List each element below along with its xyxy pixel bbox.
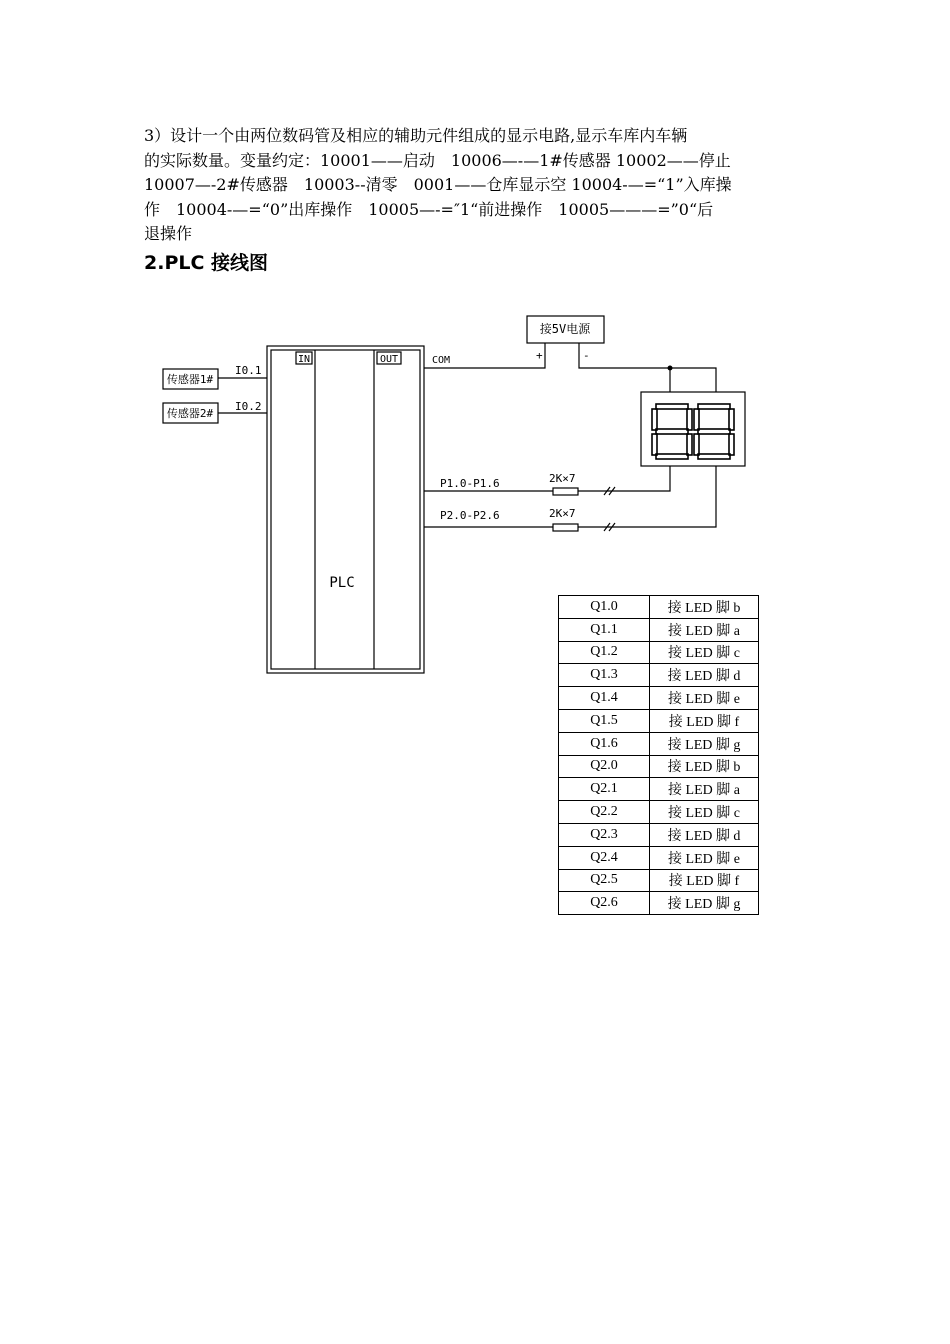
- table-row: [559, 618, 759, 641]
- table-row: [559, 687, 759, 710]
- port-cell: Q2.0: [559, 755, 650, 778]
- led-pin-cell: 接 LED 脚 b: [650, 596, 759, 619]
- paragraph-line: 3）设计一个由两位数码管及相应的辅助元件组成的显示电路,显示车库内车辆: [144, 126, 688, 145]
- resistor-1: [553, 488, 578, 495]
- table-row: [559, 596, 759, 619]
- led-pin-cell: 接 LED 脚 e: [650, 687, 759, 710]
- table-row: [559, 869, 759, 892]
- table-row: [559, 778, 759, 801]
- display-digits-graphic: [652, 404, 734, 459]
- port-cell: Q1.5: [559, 709, 650, 732]
- table-row: [559, 732, 759, 755]
- port-cell: Q1.2: [559, 641, 650, 664]
- pin-mapping-table: [558, 595, 759, 915]
- section-heading: 2.PLC 接线图: [144, 252, 269, 274]
- sensor1-label: 传感器1#: [166, 373, 214, 386]
- minus-label: -: [583, 349, 590, 362]
- led-pin-cell: 接 LED 脚 a: [650, 618, 759, 641]
- paragraph-line: 10007—-2#传感器 10003--清零 0001——仓库显示空 10004-—=“1”入库操: [144, 175, 732, 194]
- port-cell: Q2.4: [559, 846, 650, 869]
- paragraph-line: 退操作: [144, 224, 193, 243]
- led-pin-cell: 接 LED 脚 a: [650, 778, 759, 801]
- paragraph-line: 作 10004-—=“0”出库操作 10005—-=″1“前进操作 10005———=”0“后: [144, 199, 714, 219]
- table-row: [559, 801, 759, 824]
- in-label: IN: [297, 354, 311, 365]
- input-i02-label: I0.2: [235, 400, 262, 413]
- led-pin-cell: 接 LED 脚 e: [650, 846, 759, 869]
- com-label: COM: [432, 355, 451, 366]
- table-row: [559, 823, 759, 846]
- port-cell: Q2.1: [559, 778, 650, 801]
- led-pin-cell: 接 LED 脚 c: [650, 641, 759, 664]
- led-pin-cell: 接 LED 脚 d: [650, 664, 759, 687]
- p2-label: P2.0-P2.6: [440, 509, 500, 522]
- port-cell: Q2.2: [559, 801, 650, 824]
- led-pin-cell: 接 LED 脚 g: [650, 732, 759, 755]
- plc-outer-frame: [267, 346, 424, 673]
- pin-mapping-body: [559, 596, 759, 915]
- table-row: [559, 892, 759, 915]
- resistor1-label: 2K×7: [549, 472, 576, 485]
- led-pin-cell: 接 LED 脚 g: [650, 892, 759, 915]
- sensor2-label: 传感器2#: [166, 407, 214, 420]
- led-pin-cell: 接 LED 脚 d: [650, 823, 759, 846]
- table-row: [559, 755, 759, 778]
- table-row: [559, 664, 759, 687]
- led-pin-cell: 接 LED 脚 f: [650, 869, 759, 892]
- port-cell: Q1.4: [559, 687, 650, 710]
- p1-label: P1.0-P1.6: [440, 477, 500, 490]
- resistor2-label: 2K×7: [549, 507, 576, 520]
- resistor-2: [553, 524, 578, 531]
- led-pin-cell: 接 LED 脚 b: [650, 755, 759, 778]
- port-cell: Q1.3: [559, 664, 650, 687]
- table-row: [559, 709, 759, 732]
- plc-label: PLC: [329, 575, 355, 591]
- plus-label: +: [536, 349, 543, 362]
- table-row: [559, 846, 759, 869]
- port-cell: Q1.6: [559, 732, 650, 755]
- led-pin-cell: 接 LED 脚 f: [650, 709, 759, 732]
- port-cell: Q2.5: [559, 869, 650, 892]
- port-cell: Q1.1: [559, 618, 650, 641]
- plc-inner-frame: [271, 350, 420, 669]
- power-label: 接5V电源: [539, 322, 591, 336]
- port-cell: Q1.0: [559, 596, 650, 619]
- port-cell: Q2.6: [559, 892, 650, 915]
- led-pin-cell: 接 LED 脚 c: [650, 801, 759, 824]
- port-cell: Q2.3: [559, 823, 650, 846]
- paragraph-line: 的实际数量。变量约定：10001——启动 10006—-—1#传感器 10002——停止: [144, 150, 731, 170]
- out-label: OUT: [379, 354, 399, 365]
- input-i01-label: I0.1: [235, 364, 262, 377]
- table-row: [559, 641, 759, 664]
